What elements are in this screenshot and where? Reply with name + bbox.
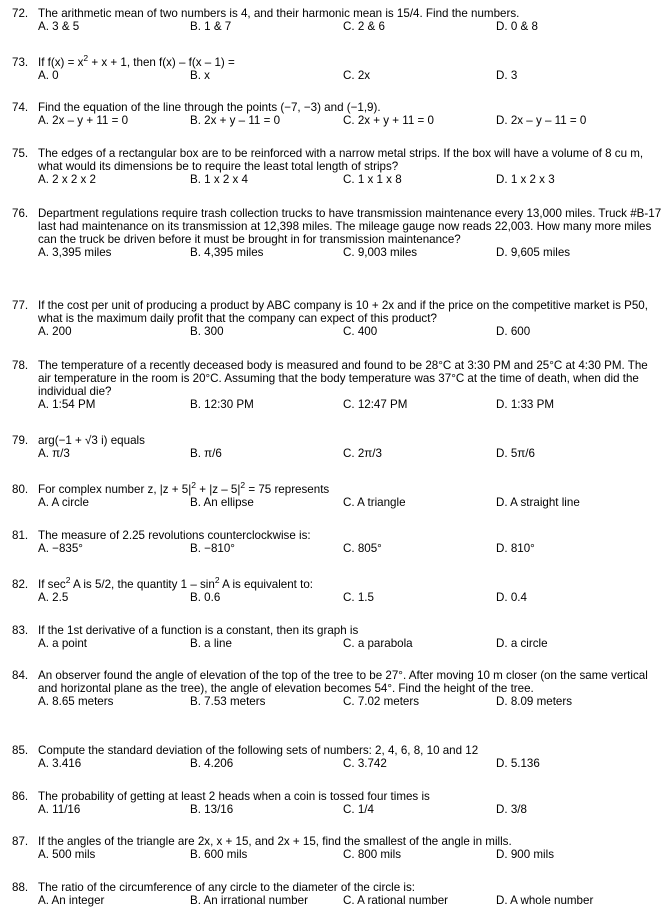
option-a: A. 3,395 miles — [38, 246, 112, 259]
question-74 — [0, 101, 672, 127]
option-a: A. 8.65 meters — [38, 695, 114, 708]
option-c: C. 800 mils — [343, 848, 401, 861]
option-d: D. 5π/6 — [496, 447, 535, 460]
option-d: D. 0 & 8 — [496, 20, 538, 33]
option-d: D. 810° — [496, 542, 535, 555]
question-number: 87. — [12, 835, 29, 848]
option-d: D. 5.136 — [496, 757, 540, 770]
question-77 — [0, 299, 672, 338]
question-text: The temperature of a recently deceased body is measured and found to be 28°C at 3:30 PM and 25°C at 4:30 PM. The air temperature in the room is 20°C. Assuming that the body temperature was 37°C at the time of death, when did the individual die? — [38, 359, 648, 398]
question-81 — [0, 529, 672, 555]
option-c: C. 2 & 6 — [343, 20, 385, 33]
option-a: A. 500 mils — [38, 848, 96, 861]
option-c: C. 7.02 meters — [343, 695, 420, 708]
question-72 — [0, 7, 672, 33]
option-c: C. 400 — [343, 325, 378, 338]
question-text: Compute the standard deviation of the following sets of numbers: 2, 4, 6, 8, 10 and 12 — [38, 744, 479, 757]
option-a: A. 2 x 2 x 2 — [38, 173, 96, 186]
question-79 — [0, 434, 672, 460]
option-c: C. 1/4 — [343, 803, 374, 816]
question-text: Department regulations require trash collection trucks to have transmission maintenance every 13,000 miles. Truck #B-17 last had maintenance on its transmission at 12,398 miles. The mileage gauge now reads 22,003. How many more miles can the truck be driven before it must be brought in for transmission maintenance? — [38, 207, 662, 246]
option-a: A. a point — [38, 637, 87, 650]
option-a: A. 2.5 — [38, 591, 69, 604]
option-b: B. −810° — [190, 542, 235, 555]
option-c: C. 1.5 — [343, 591, 374, 604]
question-number: 75. — [12, 147, 29, 160]
option-b: B. 1 & 7 — [190, 20, 232, 33]
question-text: If the angles of the triangle are 2x, x + 15, and 2x + 15, find the smallest of the angle in mills. — [38, 835, 512, 848]
option-a: A. A circle — [38, 496, 89, 509]
question-text: Find the equation of the line through the points (−7, −3) and (−1,9). — [38, 101, 381, 114]
option-d: D. 600 — [496, 325, 531, 338]
question-number: 77. — [12, 299, 29, 312]
question-number: 86. — [12, 790, 29, 803]
question-76 — [0, 207, 672, 259]
option-c: C. 2π/3 — [343, 447, 382, 460]
question-text: The edges of a rectangular box are to be reinforced with a narrow metal strips. If the box will have a volume of 8 cu m, what would its dimensions be to require the least total length of strips? — [38, 147, 644, 173]
question-73 — [0, 53, 672, 82]
option-c: C. 3.742 — [343, 757, 387, 770]
question-text: The arithmetic mean of two numbers is 4, and their harmonic mean is 15/4. Find the numbers. — [38, 7, 520, 20]
option-c: C. A triangle — [343, 496, 406, 509]
option-b: B. An ellipse — [190, 496, 254, 509]
option-d: D. 1 x 2 x 3 — [496, 173, 555, 186]
option-b: B. 7.53 meters — [190, 695, 266, 708]
option-d: D. a circle — [496, 637, 548, 650]
question-number: 78. — [12, 359, 29, 372]
option-d: D. 9,605 miles — [496, 246, 571, 259]
question-text: If $\sec^2 A$ is 5/2, the quantity $1 - \sin^2 A$ is equivalent to: — [38, 575, 314, 591]
question-88 — [0, 881, 672, 907]
option-b: B. 2x + y – 11 = 0 — [190, 114, 281, 127]
option-b: B. 12:30 PM — [190, 398, 254, 411]
option-d: D. 3/8 — [496, 803, 527, 816]
option-b: B. 600 mils — [190, 848, 248, 861]
question-number: 80. — [12, 483, 29, 496]
question-number: 81. — [12, 529, 29, 542]
option-a: A. 3 & 5 — [38, 20, 80, 33]
option-b: B. 4.206 — [190, 757, 234, 770]
option-b: B. 1 x 2 x 4 — [190, 173, 248, 186]
question-text: The ratio of the circumference of any circle to the diameter of the circle is: — [38, 881, 415, 894]
option-b: B. a line — [190, 637, 232, 650]
question-text: The probability of getting at least 2 heads when a coin is tossed four times is — [38, 790, 430, 803]
question-82 — [0, 575, 672, 604]
question-number: 79. — [12, 434, 29, 447]
option-a: A. 200 — [38, 325, 72, 338]
option-b: B. x — [190, 69, 210, 82]
question-75 — [0, 147, 672, 186]
question-86 — [0, 790, 672, 816]
question-80 — [0, 480, 672, 509]
question-84 — [0, 669, 672, 708]
option-d: D. 8.09 meters — [496, 695, 573, 708]
question-number: 72. — [12, 7, 29, 20]
option-a: A. −835° — [38, 542, 83, 555]
question-text: arg(−1 + √3 i) equals — [38, 434, 145, 447]
option-b: B. 300 — [190, 325, 224, 338]
question-text: If the 1st derivative of a function is a constant, then its graph is — [38, 624, 359, 637]
option-d: D. 900 mils — [496, 848, 554, 861]
option-a: A. 11/16 — [38, 803, 81, 816]
option-d: D. A whole number — [496, 894, 594, 907]
option-a: A. An integer — [38, 894, 105, 907]
option-d: D. A straight line — [496, 496, 580, 509]
question-number: 85. — [12, 744, 29, 757]
option-a: A. 3.416 — [38, 757, 82, 770]
option-a: A. π/3 — [38, 447, 70, 460]
option-b: B. 4,395 miles — [190, 246, 264, 259]
question-text: If the cost per unit of producing a product by ABC company is 10 + 2x and if the price on the competitive market is P50, what is the maximum daily profit that the company can expect of this product? — [38, 299, 648, 325]
question-text: If $f(x) = x^2 + x + 1$, then f(x) – f(x – 1) = — [38, 53, 235, 69]
option-a: A. 2x – y + 11 = 0 — [38, 114, 129, 127]
question-number: 76. — [12, 207, 29, 220]
option-a: A. 0 — [38, 69, 59, 82]
question-number: 74. — [12, 101, 29, 114]
option-d: D. 2x – y – 11 = 0 — [496, 114, 587, 127]
question-number: 88. — [12, 881, 29, 894]
option-b: B. π/6 — [190, 447, 222, 460]
option-d: D. 1:33 PM — [496, 398, 554, 411]
question-number: 73. — [12, 56, 29, 69]
option-c: C. 1 x 1 x 8 — [343, 173, 402, 186]
option-c: C. A rational number — [343, 894, 449, 907]
option-b: B. An irrational number — [190, 894, 308, 907]
option-b: B. 0.6 — [190, 591, 221, 604]
question-number: 82. — [12, 578, 29, 591]
option-a: A. 1:54 PM — [38, 398, 96, 411]
option-d: D. 3 — [496, 69, 518, 82]
option-c: C. 805° — [343, 542, 382, 555]
question-number: 83. — [12, 624, 29, 637]
option-c: C. 2x + y + 11 = 0 — [343, 114, 434, 127]
question-85 — [0, 744, 672, 770]
option-c: C. 12:47 PM — [343, 398, 408, 411]
option-b: B. 13/16 — [190, 803, 234, 816]
option-d: D. 0.4 — [496, 591, 527, 604]
option-c: C. a parabola — [343, 637, 413, 650]
option-c: C. 2x — [343, 69, 371, 82]
question-78 — [0, 359, 672, 411]
question-87 — [0, 835, 672, 861]
question-text: For complex number z, $|z + 5|^2 + |z - 5|^2 = 75$ represents — [38, 480, 330, 496]
question-number: 84. — [12, 669, 29, 682]
question-text: An observer found the angle of elevation of the top of the tree to be 27°. After moving 10 m closer (on the same vertical and horizontal plane as the tree), the angle of elevation becomes 54°. Find the height of the tree. — [38, 669, 648, 695]
question-text: The measure of 2.25 revolutions counterclockwise is: — [38, 529, 311, 542]
question-83 — [0, 624, 672, 650]
option-c: C. 9,003 miles — [343, 246, 418, 259]
